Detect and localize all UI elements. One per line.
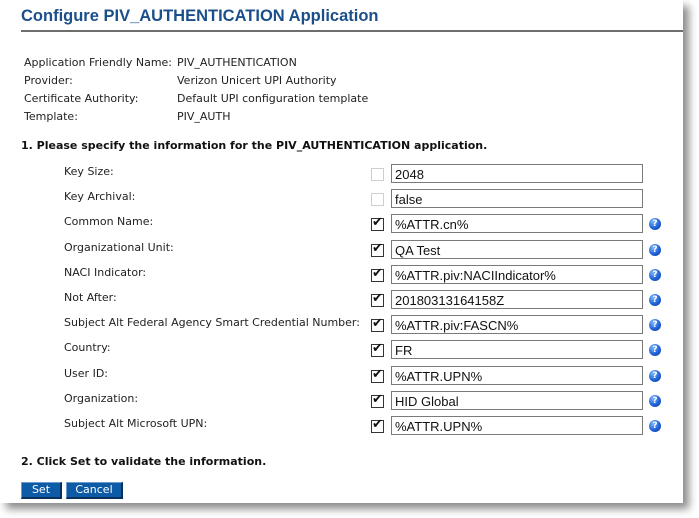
info-label: Application Friendly Name: bbox=[24, 56, 173, 69]
field-input[interactable]: 2048 bbox=[391, 164, 643, 183]
info-row-template bbox=[24, 108, 368, 126]
field-label: Organization: bbox=[64, 391, 139, 405]
field-input[interactable]: %ATTR.cn% bbox=[391, 214, 643, 233]
help-icon[interactable]: ? bbox=[649, 218, 661, 230]
field-checkbox[interactable] bbox=[371, 417, 384, 433]
info-value: PIV_AUTHENTICATION bbox=[177, 56, 297, 69]
field-row-key-archival bbox=[0, 189, 683, 214]
field-row-key-size bbox=[0, 164, 683, 189]
field-input[interactable]: %ATTR.piv:NACIIndicator% bbox=[391, 265, 643, 284]
field-input[interactable]: %ATTR.UPN% bbox=[391, 416, 643, 435]
help-icon[interactable]: ? bbox=[649, 370, 661, 382]
checkmark-icon: ✔ bbox=[372, 215, 383, 231]
field-row-country bbox=[0, 340, 683, 365]
checkmark-icon: ✔ bbox=[372, 366, 383, 382]
field-checkbox bbox=[371, 193, 384, 206]
checkmark-icon: ✔ bbox=[372, 265, 383, 281]
field-label: Key Size: bbox=[64, 165, 114, 178]
checkmark-icon: ✔ bbox=[372, 341, 383, 357]
field-label: Common Name: bbox=[64, 215, 154, 229]
field-checkbox[interactable] bbox=[371, 341, 384, 357]
field-input[interactable]: %ATTR.piv:FASCN% bbox=[391, 315, 643, 334]
field-checkbox[interactable] bbox=[371, 265, 384, 282]
help-icon[interactable]: ? bbox=[649, 269, 661, 281]
field-input[interactable]: 20180313164158Z bbox=[391, 290, 643, 309]
field-row-user-id bbox=[0, 366, 683, 391]
field-row-fasc-number bbox=[0, 315, 683, 340]
field-checkbox[interactable] bbox=[371, 240, 384, 257]
field-input[interactable]: %ATTR.UPN% bbox=[391, 366, 643, 385]
info-row-friendly-name bbox=[24, 54, 368, 72]
field-row-common-name bbox=[0, 214, 683, 239]
checkmark-icon: ✔ bbox=[372, 316, 383, 332]
field-row-organization bbox=[0, 391, 683, 416]
info-value: Verizon Unicert UPI Authority bbox=[177, 74, 337, 87]
field-row-naci-indicator bbox=[0, 265, 683, 290]
field-input[interactable]: FR bbox=[391, 340, 643, 359]
field-label: NACI Indicator: bbox=[64, 265, 147, 279]
field-checkbox bbox=[371, 168, 384, 181]
help-icon[interactable]: ? bbox=[649, 244, 661, 256]
set-button[interactable]: Set bbox=[21, 482, 62, 499]
help-icon[interactable]: ? bbox=[649, 344, 661, 356]
info-label: Certificate Authority: bbox=[24, 92, 139, 105]
field-checkbox[interactable] bbox=[371, 391, 384, 408]
help-icon[interactable]: ? bbox=[649, 294, 661, 306]
info-label: Template: bbox=[24, 110, 78, 123]
checkmark-icon: ✔ bbox=[372, 291, 383, 306]
field-row-organizational-unit bbox=[0, 240, 683, 265]
info-row-provider bbox=[24, 72, 368, 90]
step-1-instruction: 1. Please specify the information for the PIV_AUTHENTICATION application. bbox=[21, 139, 488, 152]
help-icon[interactable]: ? bbox=[649, 319, 661, 331]
application-info bbox=[24, 54, 368, 126]
cancel-button[interactable]: Cancel bbox=[66, 482, 123, 499]
field-checkbox[interactable] bbox=[371, 316, 384, 332]
page-title: Configure PIV_AUTHENTICATION Application bbox=[21, 7, 379, 25]
info-value: Default UPI configuration template bbox=[177, 92, 369, 105]
field-row-microsoft-upn bbox=[0, 416, 683, 441]
info-value: PIV_AUTH bbox=[177, 110, 231, 123]
field-label: User ID: bbox=[64, 366, 108, 380]
field-label: Key Archival: bbox=[64, 190, 136, 204]
field-input[interactable]: QA Test bbox=[391, 240, 643, 259]
field-row-not-after bbox=[0, 290, 683, 315]
field-checkbox[interactable] bbox=[371, 215, 384, 231]
field-input[interactable]: HID Global bbox=[391, 391, 643, 410]
field-checkbox[interactable] bbox=[371, 291, 384, 307]
field-label: Not After: bbox=[64, 291, 117, 304]
field-input[interactable]: false bbox=[391, 189, 643, 208]
field-label: Organizational Unit: bbox=[64, 240, 174, 254]
checkmark-icon: ✔ bbox=[372, 391, 383, 407]
field-checkbox[interactable] bbox=[371, 366, 384, 383]
title-divider bbox=[21, 30, 683, 32]
checkmark-icon: ✔ bbox=[372, 240, 383, 256]
info-label: Provider: bbox=[24, 74, 73, 87]
help-icon[interactable]: ? bbox=[649, 395, 661, 407]
field-label: Country: bbox=[64, 341, 111, 355]
info-row-certificate-authority bbox=[24, 90, 368, 108]
step-2-instruction: 2. Click Set to validate the information. bbox=[21, 455, 267, 468]
field-label: Subject Alt Microsoft UPN: bbox=[64, 417, 208, 430]
checkmark-icon: ✔ bbox=[372, 417, 383, 432]
field-label: Subject Alt Federal Agency Smart Credential Number: bbox=[64, 316, 360, 330]
help-icon[interactable]: ? bbox=[649, 420, 661, 432]
